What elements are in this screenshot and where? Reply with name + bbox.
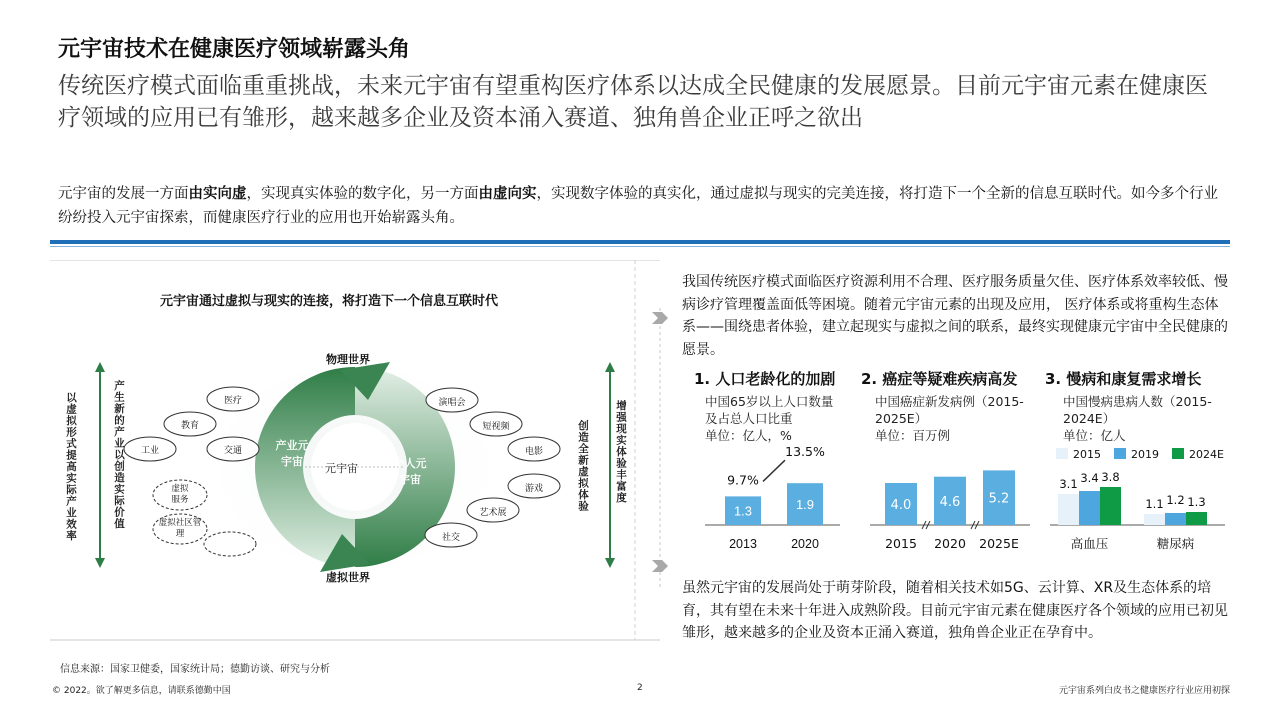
col1-subtitle: 中国65岁以上人口数量及占总人口比重 [705, 394, 834, 426]
oval-label-social: 社交 [441, 533, 460, 543]
chart3-bar [1144, 514, 1165, 525]
oval-label-medical: 医疗 [223, 396, 242, 406]
chart2-data-label: 5.2 [988, 491, 1010, 507]
left-vertical-text: 以虚拟形式提高实际产业效率 [65, 392, 77, 542]
chart2-tick-label: 2015 [885, 536, 917, 551]
chart1-data-label: 1.9 [795, 497, 815, 513]
chart2-data-label: 4.0 [890, 498, 912, 513]
chart1-tick-label: 2020 [791, 537, 819, 551]
chart1-tick-label: 2013 [729, 537, 757, 551]
chevron-right-icon-2 [652, 560, 668, 572]
personal-metaverse-label: 个人元宇宙 [393, 457, 427, 486]
right-arrow-up-icon [605, 362, 615, 372]
right-arrow-down-icon [605, 558, 615, 568]
col2-subtitle: 中国癌症新发病例（2015-2025E） [875, 394, 1024, 426]
center-label: 元宇宙 [325, 462, 358, 475]
left-vertical-text-2: 产生新的产业以创造实际价值 [113, 380, 125, 530]
page-number: 2 [637, 683, 643, 693]
right-connector [650, 308, 670, 588]
chart3-data-label: 3.4 [1080, 471, 1099, 485]
oval-label-movie: 电影 [524, 447, 543, 457]
chart3-legend-label: 2024E [1189, 448, 1224, 461]
chart3-legend-swatch [1056, 448, 1068, 459]
chart1-trend-line [763, 460, 785, 481]
section-divider [50, 240, 1230, 244]
intro-text-3: ，实现数字体验的真实化，通过虚拟与现实的完美连接，将打造下一个全新的信息互联时代。如今多个行业纷纷投入元宇宙探索，而健康医疗行业的应用也开始崭露头角。 [58, 186, 1218, 226]
chart3-tick-label: 高血压 [1070, 536, 1109, 551]
oval-label-virtual-community: 虚拟社区管理 [158, 518, 202, 539]
intro-bold-2: 由虚向实 [478, 186, 537, 202]
chart3-bar [1058, 494, 1079, 525]
chart3-data-label: 1.2 [1166, 493, 1185, 507]
col3-unit: 单位：亿人 [1063, 428, 1126, 443]
industrial-metaverse-label: 产业元宇宙 [275, 439, 309, 468]
intro-text-1: 元宇宙的发展一方面 [58, 186, 189, 202]
intro-bold-1: 由实向虚 [188, 186, 247, 202]
chart3-legend-label: 2019 [1131, 448, 1159, 461]
chart3-bar [1100, 487, 1121, 525]
section-divider-thin [50, 246, 1230, 247]
chart-chronic [1050, 444, 1230, 555]
chart2-tick-label: 2025E [979, 536, 1019, 551]
chart3-bar [1079, 491, 1100, 525]
page-subtitle: 传统医疗模式面临重重挑战，未来元宇宙有望重构医疗体系以达成全民健康的发展愿景。目前元宇宙元素在健康医疗领域的应用已有雏形，越来越多企业及资本涌入赛道、独角兽企业正呼之欲出 [58, 73, 1208, 131]
right-paragraph-2: 虽然元宇宙的发展尚处于萌芽阶段，随着相关技术如5G、云计算、XR及生态体系的培育，其有望在未来十年进入成熟阶段。目前元宇宙元素在健康医疗各个领域的应用已初见雏形，越来越多的企业及资本正涌入赛道，独角兽企业正在孕育中。 [682, 580, 1228, 641]
oval-label-concert: 演唱会 [438, 398, 466, 408]
chart3-bar [1186, 512, 1207, 525]
chart3-legend-label: 2015 [1073, 448, 1101, 461]
col1-unit: 单位：亿人，% [705, 428, 792, 443]
chart2-data-label: 4.6 [939, 494, 961, 510]
oval-label-education: 教育 [180, 421, 199, 431]
oval-label-art-exhibition: 艺术展 [479, 508, 507, 518]
chart3-data-label: 1.3 [1187, 495, 1206, 509]
oval-empty [204, 532, 256, 556]
col3-heading: 3. 慢病和康复需求增长 [1045, 370, 1202, 388]
oval-label-virtual-service: 虚拟服务 [171, 484, 189, 505]
col2-heading: 2. 癌症等疑难疾病高发 [861, 370, 1018, 388]
left-arrow-down-icon [95, 558, 105, 568]
col3-subtitle: 中国慢病患病人数（2015-2024E） [1063, 394, 1212, 426]
chart1-data-label: 1.3 [733, 503, 753, 519]
intro-text-2: ，实现真实体验的数字化，另一方面 [246, 186, 479, 202]
diagram-title: 元宇宙通过虚拟与现实的连接，将打造下一个信息互联时代 [160, 294, 499, 309]
intro-paragraph [58, 182, 1223, 230]
oval-label-short-video: 短视频 [482, 422, 510, 432]
chart3-tick-label: 糖尿病 [1156, 536, 1195, 551]
source-note: 信息来源：国家卫健委，国家统计局；德勤访谈、研究与分析 [60, 664, 330, 675]
copyright: © 2022。欲了解更多信息，请联系德勤中国 [52, 686, 231, 696]
right-vertical-text: 创造全新虚拟体验 [577, 420, 589, 512]
chart3-data-label: 1.1 [1145, 497, 1164, 511]
virtual-world-label: 虚拟世界 [326, 571, 370, 584]
oval-label-game: 游戏 [524, 484, 543, 494]
chart3-legend-swatch [1114, 448, 1126, 459]
chevron-right-icon [652, 312, 668, 324]
footer-title: 元宇宙系列白皮书之健康医疗行业应用初探 [1058, 686, 1230, 696]
chart3-bar [1165, 513, 1186, 525]
right-vertical-text-2: 增强现实体验丰富度 [615, 400, 627, 504]
chart1-ratio-label: 13.5% [785, 444, 825, 460]
right-paragraph-1: 我国传统医疗模式面临医疗资源利用不合理、医疗服务质量欠佳、医疗体系效率较低、慢病诊疗管理覆盖面低等困境。随着元宇宙元素的出现及应用， 医疗体系或将重构生态体系——围绕患者体验，建立起现实与虚拟之间的联系，最终实现健康元宇宙中全民健康的愿景。 [682, 274, 1228, 358]
chart3-data-label: 3.1 [1059, 477, 1078, 491]
oval-label-industry: 工业 [140, 446, 159, 456]
chart1-ratio-label: 9.7% [727, 472, 759, 488]
col2-unit: 单位：百万例 [875, 428, 951, 443]
chart2-tick-label: 2020 [934, 536, 966, 551]
oval-label-transport: 交通 [223, 446, 242, 456]
col1-heading: 1. 人口老龄化的加剧 [694, 370, 836, 388]
page-title: 元宇宙技术在健康医疗领域崭露头角 [58, 37, 411, 62]
left-arrow-up-icon [95, 362, 105, 372]
chart3-legend-swatch [1172, 448, 1184, 459]
chart-cancer [870, 440, 1030, 555]
physical-world-label: 物理世界 [326, 353, 370, 366]
chart3-data-label: 3.8 [1101, 470, 1120, 484]
chart-aging [705, 440, 840, 555]
